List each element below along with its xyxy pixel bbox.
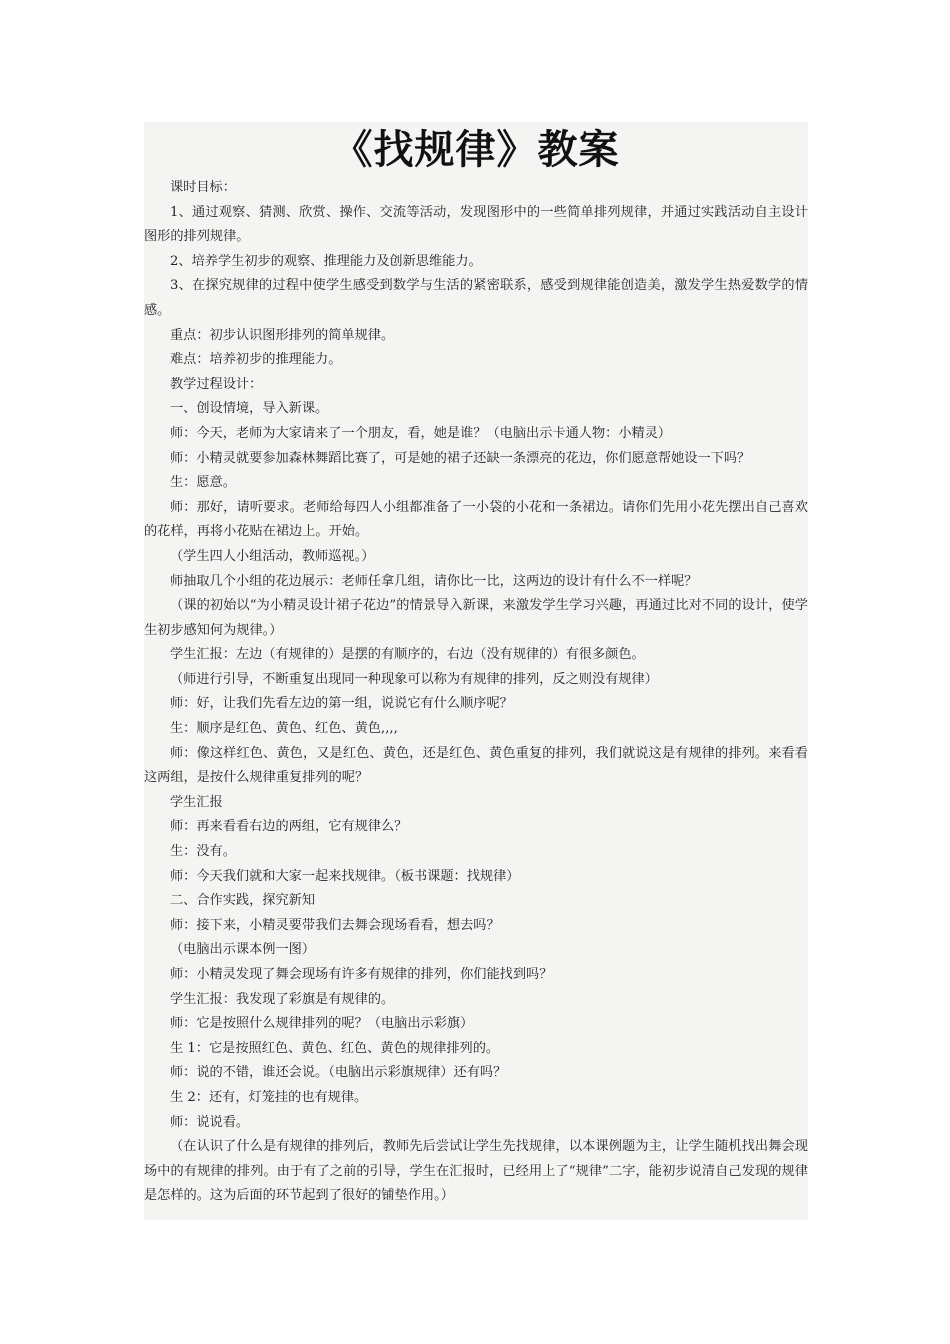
paragraph: 师：今天，老师为大家请来了一个朋友，看，她是谁？（电脑出示卡通人物：小精灵） — [170, 425, 672, 441]
paragraph: 重点：初步认识图形排列的简单规律。 — [170, 327, 395, 343]
paragraph: （电脑出示课本例一图） — [170, 942, 316, 958]
paragraph: 学生汇报 — [170, 794, 223, 810]
paragraph: 师：好，让我们先看左边的第一组，说说它有什么顺序呢？ — [170, 696, 513, 712]
paragraph: 2、培养学生初步的观察、推理能力及创新思维能力。 — [170, 253, 482, 269]
document-title: 《找规律》教案 — [332, 127, 620, 173]
paragraph: 二、合作实践，探究新知 — [170, 893, 316, 909]
paragraph: 难点：培养初步的推理能力。 — [170, 352, 342, 368]
paragraph: （课的初始以“为小精灵设计裙子花边”的情景导入新课，来激发学生学习兴趣，再通过比对不同的设计，使学生初步感知何为规律。） — [144, 598, 808, 638]
paragraph: 一、创设情境，导入新课。 — [170, 401, 329, 417]
paragraph: 师：今天我们就和大家一起来找规律。（板书课题：找规律） — [170, 868, 520, 884]
paragraph: 生：顺序是红色、黄色、红色、黄色,,,, — [170, 721, 398, 737]
paragraph: 师：那好，请听要求。老师给每四人小组都准备了一小袋的小花和一条裙边。请你们先用小花先摆出自己喜欢的花样，再将小花贴在裙边上。开始。 — [144, 499, 808, 540]
paragraph: 生：愿意。 — [170, 475, 236, 491]
paragraph: 师：小精灵就要参加森林舞蹈比赛了，可是她的裙子还缺一条漂亮的花边，你们愿意帮她设一下吗？ — [170, 450, 751, 466]
paragraph: 师：小精灵发现了舞会现场有许多有规律的排列，你们能找到吗？ — [170, 967, 553, 982]
paragraph: 3、在探究规律的过程中使学生感受到数学与生活的紧密联系，感受到规律能创造美，激发学生热爱数学的情感。 — [144, 278, 808, 318]
paragraph: 师：再来看看右边的两组，它有规律么？ — [170, 819, 408, 835]
paragraph: 师抽取几个小组的花边展示：老师任拿几组，请你比一比，这两边的设计有什么不一样呢？ — [170, 573, 698, 589]
paragraph: （师进行引导，不断重复出现同一种现象可以称为有规律的排列，反之则没有规律） — [170, 671, 658, 687]
paragraph: 课时目标： — [170, 180, 236, 195]
paragraph: 学生汇报：我发现了彩旗是有规律的。 — [170, 991, 395, 1007]
document-body — [144, 176, 808, 1209]
paragraph: 师：说说看。 — [170, 1114, 250, 1130]
paragraph: 师：说的不错，谁还会说。（电脑出示彩旗规律）还有吗？ — [170, 1065, 507, 1081]
paragraph: 学生汇报：左边（有规律的）是摆的有顺序的，右边（没有规律的）有很多颜色。 — [170, 647, 645, 663]
paragraph: 教学过程设计： — [170, 376, 263, 392]
paragraph: 生 1：它是按照红色、黄色、红色、黄色的规律排列的。 — [170, 1040, 500, 1056]
paragraph: （在认识了什么是有规律的排列后，教师先后尝试让学生先找规律，以本课例题为主，让学生随机找出舞会现场中的有规律的排列。由于有了之前的引导，学生在汇报时，已经用上了“规律”二字，能初步说清自己发现的规律是怎样的。这为后面的环节起到了很好的铺垫作用。） — [144, 1139, 808, 1204]
paragraph: 生：没有。 — [170, 844, 236, 860]
paragraph: （学生四人小组活动，教师巡视。） — [170, 548, 375, 564]
paragraph: 生 2：还有，灯笼挂的也有规律。 — [170, 1089, 368, 1105]
paragraph: 师：接下来，小精灵要带我们去舞会现场看看，想去吗？ — [170, 917, 500, 933]
paragraph: 师：像这样红色、黄色，又是红色、黄色，还是红色、黄色重复的排列，我们就说这是有规律的排列。来看看这两组，是按什么规律重复排列的呢？ — [144, 745, 808, 786]
paragraph: 师：它是按照什么规律排列的呢？（电脑出示彩旗） — [170, 1016, 474, 1032]
paragraph: 1、通过观察、猜测、欣赏、操作、交流等活动，发现图形中的一些简单排列规律，并通过实践活动自主设计图形的排列规律。 — [144, 204, 808, 245]
